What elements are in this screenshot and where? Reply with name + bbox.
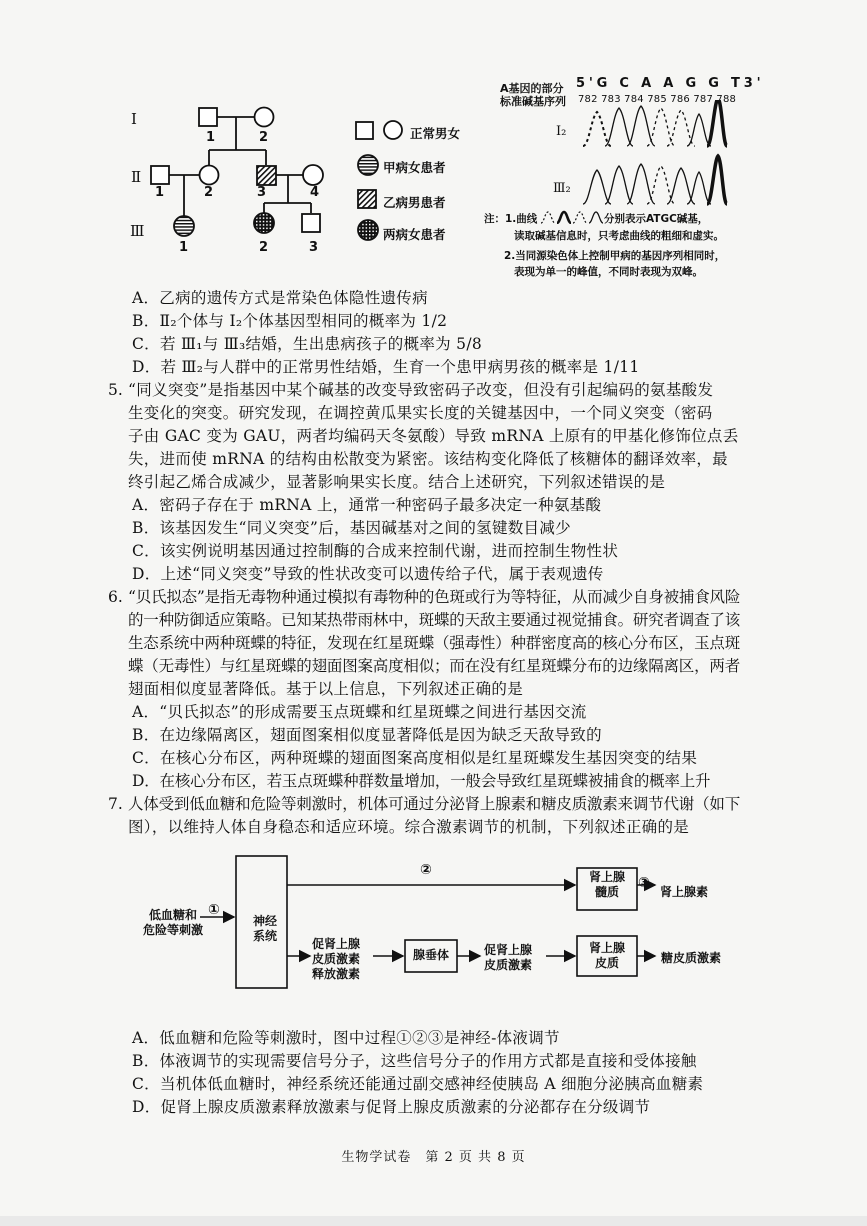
q4-option-a: A．乙病的遗传方式是常染色体隐性遗传病 [132, 289, 428, 307]
note-line-4: 表现为单一的峰值，不同时表现为双峰。 [514, 266, 703, 278]
flow-nervous-line: 神经 [252, 914, 277, 928]
flow-stimulus [138, 908, 208, 938]
flow-stimulus-line: 低血糖和 [148, 908, 197, 922]
q5-option-b: B．该基因发生“同义突变”后，基因碱基对之间的氢键数目减少 [132, 519, 571, 537]
page-footer: 生物学试卷 第 2 页 共 8 页 [341, 1150, 526, 1165]
q7-stem-line: 人体受到低血糖和危险等刺激时，机体可通过分泌肾上腺素和糖皮质激素来调节代谢（如下 [128, 795, 741, 813]
q7-stem-line: 图），以维持人体自身稳态和适应环境。综合激素调节的机制，下列叙述正确的是 [128, 818, 690, 836]
q5-option-a: A．密码子存在于 mRNA 上，通常一种密码子最多决定一种氨基酸 [132, 496, 602, 514]
legend-disease-a-female: 甲病女患者 [383, 160, 446, 175]
sequence-bases: 5'G C A A G G T3' [576, 76, 765, 91]
flow-acth-line: 皮质激素 [484, 958, 533, 972]
q5-stem-line: “同义突变”是指基因中某个碱基的改变导致密码子改变，但没有引起编码的氨基酸发 [128, 381, 714, 399]
legend-disease-b-male: 乙病男患者 [383, 195, 446, 210]
legend-normal: 正常男女 [410, 126, 461, 141]
flow-crh-line: 促肾上腺 [312, 937, 361, 951]
flow-crh-line: 释放激素 [312, 967, 361, 981]
hormone-flow-diagram [140, 850, 740, 1000]
q7-option-c: C．当机体低血糖时，神经系统还能通过副交感神经使胰岛 A 细胞分泌胰高血糖素 [132, 1075, 704, 1093]
sequence-title-1: A基因的部分 [500, 82, 564, 95]
flow-step-1: ① [208, 902, 220, 918]
flow-adrenal-medulla [577, 870, 637, 900]
q6-stem-line: 翅面相似度显著降低。基于以上信息，下列叙述正确的是 [128, 680, 524, 698]
q6-stem-line: “贝氏拟态”是指无毒物种通过模拟有毒物种的色斑或行为等特征，从而减少自身被捕食风险 [128, 588, 741, 606]
individual-label: 1 [206, 130, 216, 145]
generation-label-1: Ⅰ [131, 110, 137, 128]
flow-nervous-system [245, 914, 285, 944]
q5-stem-line: 失，进而使 mRNA 的结构由松散变为紧密。该结构变化降低了核糖体的翻译效率，最 [128, 450, 728, 468]
q6-stem-line: 的一种防御适应策略。已知某热带雨林中，斑蝶的天敌主要通过视觉捕食。研究者调查了该 [128, 611, 741, 629]
q5-stem-line: 生变化的突变。研究发现，在调控黄瓜果实长度的关键基因中，一个同义突变（密码 [128, 404, 713, 422]
individual-label: 1 [179, 240, 189, 255]
note-line-3: 2.当同源染色体上控制甲病的基因序列相同时， [504, 250, 726, 262]
legend-both-female: 两病女患者 [383, 227, 446, 242]
q4-option-b: B．Ⅱ₂个体与 Ⅰ₂个体基因型相同的概率为 1/2 [132, 312, 448, 330]
q7-number: 7. [108, 795, 123, 813]
trace-label-i2: Ⅰ₂ [556, 124, 567, 139]
q6-option-a: A．“贝氏拟态”的形成需要玉点斑蝶和红星斑蝶之间进行基因交流 [132, 703, 587, 721]
individual-label: 2 [204, 185, 214, 200]
generation-label-3: Ⅲ [130, 222, 145, 240]
flow-glucocorticoid: 糖皮质激素 [661, 951, 722, 965]
q5-option-c: C．该实例说明基因通过控制酶的合成来控制代谢，进而控制生物性状 [132, 542, 619, 560]
q5-stem-line: 子由 GAC 变为 GAU，两者均编码天冬氨酸）导致 mRNA 上原有的甲基化修饰位点丢 [128, 427, 739, 445]
curve-style-icons [540, 210, 604, 224]
flow-adrenal-cortex [577, 941, 637, 971]
chromatogram-traces [575, 100, 735, 210]
q7-option-b: B．体液调节的实现需要信号分子，这些信号分子的作用方式都是直接和受体接触 [132, 1052, 697, 1070]
individual-label: 3 [257, 185, 267, 200]
q6-stem-line: 蝶（无毒性）与红星斑蝶的翅面图案高度相似；而在没有红星斑蝶分布的边缘隔离区，两者 [128, 657, 741, 675]
q4-option-d: D．若 Ⅲ₂与人群中的正常男性结婚，生育一个患甲病男孩的概率是 1/11 [132, 358, 640, 376]
individual-label: 3 [309, 240, 319, 255]
flow-step-3: ③ [638, 875, 650, 891]
q5-stem-line: 终引起乙烯合成减少，显著影响果实长度。结合上述研究，下列叙述错误的是 [128, 473, 666, 491]
individual-label: 2 [259, 130, 269, 145]
generation-label-2: Ⅱ [131, 168, 142, 186]
trace-label-iii2: Ⅲ₂ [553, 181, 571, 196]
flow-acth [484, 943, 546, 973]
flow-cortex-line: 肾上腺 [588, 941, 625, 955]
q5-option-d: D．上述“同义突变”导致的性状改变可以遗传给子代，属于表观遗传 [132, 565, 604, 583]
flow-epinephrine: 肾上腺素 [660, 885, 709, 899]
note-line-1: 注：1.曲线 [484, 213, 538, 225]
q6-option-d: D．在核心分布区，若玉点斑蝶种群数量增加，一般会导致红星斑蝶被捕食的概率上升 [132, 772, 711, 790]
q6-stem-line: 生态系统中两种斑蝶的特征，发现在红星斑蝶（强毒性）种群密度高的核心分布区，玉点斑 [128, 634, 741, 652]
flow-acth-line: 促肾上腺 [484, 943, 533, 957]
flow-cortex-line: 皮质 [594, 956, 619, 970]
q6-option-b: B．在边缘隔离区，翅面图案相似度显著降低是因为缺乏天敌导致的 [132, 726, 602, 744]
sequence-positions: 782 783 784 785 786 787 788 [578, 94, 737, 105]
individual-label: 2 [259, 240, 269, 255]
flow-medulla-line: 肾上腺 [588, 870, 625, 884]
q6-option-c: C．在核心分布区，两种斑蝶的翅面图案高度相似是红星斑蝶发生基因突变的结果 [132, 749, 698, 767]
q7-option-d: D．促肾上腺皮质激素释放激素与促肾上腺皮质激素的分泌都存在分级调节 [132, 1098, 651, 1116]
flow-stimulus-line: 危险等刺激 [142, 923, 203, 937]
individual-label: 1 [155, 185, 165, 200]
q6-number: 6. [108, 588, 123, 606]
page-bottom-edge [0, 1216, 867, 1226]
flow-nervous-line: 系统 [252, 929, 277, 943]
q4-option-c: C．若 Ⅲ₁与 Ⅲ₃结婚，生出患病孩子的概率为 5/8 [132, 335, 483, 353]
flow-step-2: ② [420, 862, 432, 878]
q7-option-a: A．低血糖和危险等刺激时，图中过程①②③是神经-体液调节 [132, 1029, 560, 1047]
flow-pituitary: 腺垂体 [412, 948, 449, 962]
note-line-1b: 分别表示ATGC碱基， [604, 213, 709, 225]
q5-number: 5. [108, 381, 123, 399]
flow-crh-line: 皮质激素 [312, 952, 361, 966]
note-line-2: 读取碱基信息时，只考虑曲线的粗细和虚实。 [514, 230, 724, 242]
flow-medulla-line: 髓质 [594, 885, 619, 899]
individual-label: 4 [310, 185, 320, 200]
sequence-title-2: 标准碱基序列 [500, 95, 566, 108]
flow-crh [312, 937, 374, 982]
